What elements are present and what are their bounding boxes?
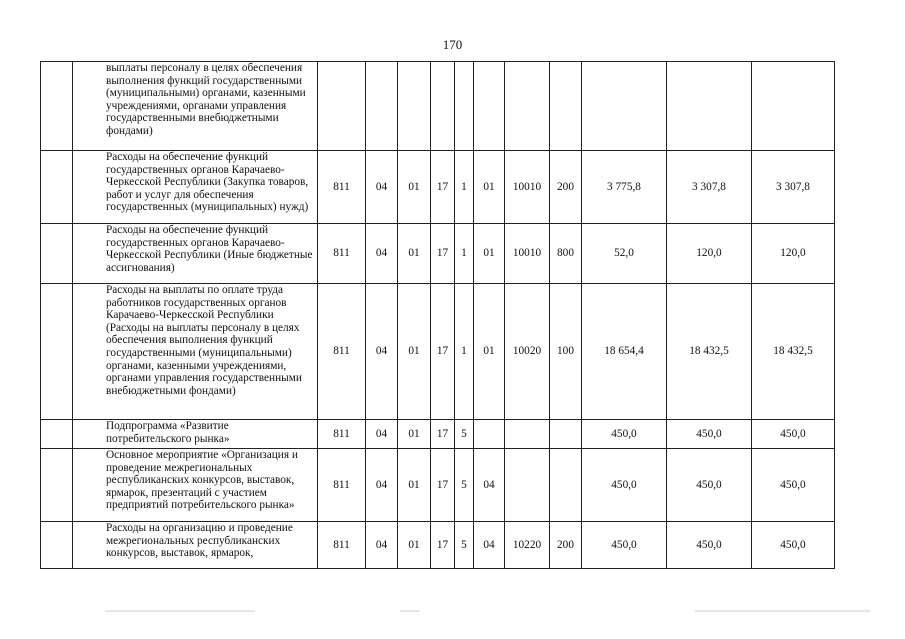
amount-cell-v1: 18 654,4 [582, 284, 667, 420]
row-number-cell [41, 522, 73, 569]
amount-cell-v3: 450,0 [752, 522, 835, 569]
code-cell-c6: 01 [474, 151, 505, 224]
amount-cell-v3: 18 432,5 [752, 284, 835, 420]
code-cell-c5: 1 [455, 224, 474, 284]
code-cell-c3: 01 [398, 151, 431, 224]
row-number-cell [41, 449, 73, 522]
amount-cell-v3 [752, 62, 835, 151]
code-cell-c2: 04 [366, 522, 398, 569]
code-cell-c7 [505, 62, 550, 151]
code-cell-c3: 01 [398, 420, 431, 449]
code-cell-c2: 04 [366, 284, 398, 420]
amount-cell-v3: 450,0 [752, 420, 835, 449]
scan-artifact [105, 610, 255, 612]
description-cell: Расходы на организацию и проведение межрегиональных республиканских конкурсов, выставок, ярмарок, [73, 522, 318, 569]
code-cell-c1: 811 [318, 224, 366, 284]
code-cell-c4: 17 [431, 420, 455, 449]
code-cell-c2: 04 [366, 420, 398, 449]
table-row [41, 224, 835, 284]
description-cell: Подпрограмма «Развитие потребительского рынка» [73, 420, 318, 449]
code-cell-c5: 5 [455, 449, 474, 522]
code-cell-c5: 5 [455, 420, 474, 449]
code-cell-c6: 04 [474, 522, 505, 569]
amount-cell-v1: 3 775,8 [582, 151, 667, 224]
code-cell-c5 [455, 62, 474, 151]
code-cell-c3: 01 [398, 224, 431, 284]
amount-cell-v3: 3 307,8 [752, 151, 835, 224]
row-number-cell [41, 62, 73, 151]
code-cell-c4: 17 [431, 449, 455, 522]
amount-cell-v1 [582, 62, 667, 151]
code-cell-c8: 200 [550, 522, 582, 569]
table-row [41, 284, 835, 420]
amount-cell-v3: 120,0 [752, 224, 835, 284]
code-cell-c6 [474, 420, 505, 449]
code-cell-c1: 811 [318, 522, 366, 569]
amount-cell-v2: 120,0 [667, 224, 752, 284]
amount-cell-v2 [667, 62, 752, 151]
table-row [41, 522, 835, 569]
amount-cell-v2: 450,0 [667, 522, 752, 569]
description-cell: Основное мероприятие «Организация и проведение межрегиональных республиканских конкурсов, выставок, ярмарок, презентаций с участием предприятий потребительского рынка» [73, 449, 318, 522]
budget-table [40, 61, 835, 569]
amount-cell-v1: 450,0 [582, 420, 667, 449]
code-cell-c1: 811 [318, 284, 366, 420]
code-cell-c4: 17 [431, 151, 455, 224]
amount-cell-v1: 450,0 [582, 449, 667, 522]
description-cell: Расходы на обеспечение функций государственных органов Карачаево-Черкесской Республики (Закупка товаров, работ и услуг для обеспечения государственных (муниципальных) нужд) [73, 151, 318, 224]
code-cell-c5: 1 [455, 284, 474, 420]
page-number: 170 [442, 37, 463, 52]
row-number-cell [41, 420, 73, 449]
code-cell-c1: 811 [318, 420, 366, 449]
amount-cell-v2: 450,0 [667, 449, 752, 522]
code-cell-c7: 10220 [505, 522, 550, 569]
code-cell-c2: 04 [366, 151, 398, 224]
amount-cell-v2: 450,0 [667, 420, 752, 449]
code-cell-c1 [318, 62, 366, 151]
code-cell-c1: 811 [318, 151, 366, 224]
code-cell-c7 [505, 449, 550, 522]
code-cell-c3 [398, 62, 431, 151]
code-cell-c6: 04 [474, 449, 505, 522]
code-cell-c8: 100 [550, 284, 582, 420]
code-cell-c6: 01 [474, 224, 505, 284]
code-cell-c8: 200 [550, 151, 582, 224]
code-cell-c2 [366, 62, 398, 151]
scan-artifact [400, 610, 420, 612]
code-cell-c8 [550, 449, 582, 522]
code-cell-c6 [474, 62, 505, 151]
amount-cell-v3: 450,0 [752, 449, 835, 522]
code-cell-c3: 01 [398, 522, 431, 569]
code-cell-c2: 04 [366, 449, 398, 522]
code-cell-c2: 04 [366, 224, 398, 284]
code-cell-c8 [550, 420, 582, 449]
table-row [41, 151, 835, 224]
scan-artifact [695, 610, 870, 612]
amount-cell-v2: 3 307,8 [667, 151, 752, 224]
table-row [41, 420, 835, 449]
description-cell: Расходы на обеспечение функций государственных органов Карачаево-Черкесской Республики (Иные бюджетные ассигнования) [73, 224, 318, 284]
code-cell-c1: 811 [318, 449, 366, 522]
code-cell-c8: 800 [550, 224, 582, 284]
code-cell-c7: 10010 [505, 151, 550, 224]
row-number-cell [41, 284, 73, 420]
code-cell-c7: 10020 [505, 284, 550, 420]
code-cell-c8 [550, 62, 582, 151]
code-cell-c4 [431, 62, 455, 151]
code-cell-c4: 17 [431, 522, 455, 569]
code-cell-c7: 10010 [505, 224, 550, 284]
amount-cell-v1: 450,0 [582, 522, 667, 569]
code-cell-c7 [505, 420, 550, 449]
code-cell-c4: 17 [431, 284, 455, 420]
description-cell: Расходы на выплаты по оплате труда работников государственных органов Карачаево-Черкесской Республики (Расходы на выплаты персоналу в целях обеспечения выполнения функций государственными (муниципальными) органами, казенными учреждениями, органами управления государственными внебюджетными фондами) [73, 284, 318, 420]
code-cell-c4: 17 [431, 224, 455, 284]
code-cell-c3: 01 [398, 284, 431, 420]
code-cell-c5: 5 [455, 522, 474, 569]
row-number-cell [41, 224, 73, 284]
code-cell-c3: 01 [398, 449, 431, 522]
description-cell: выплаты персоналу в целях обеспечения выполнения функций государственными (муниципальными) органами, казенными учреждениями, органами управления государственными внебюджетными фондами) [73, 62, 318, 151]
table-row [41, 449, 835, 522]
code-cell-c5: 1 [455, 151, 474, 224]
amount-cell-v2: 18 432,5 [667, 284, 752, 420]
amount-cell-v1: 52,0 [582, 224, 667, 284]
row-number-cell [41, 151, 73, 224]
table-row [41, 62, 835, 151]
code-cell-c6: 01 [474, 284, 505, 420]
